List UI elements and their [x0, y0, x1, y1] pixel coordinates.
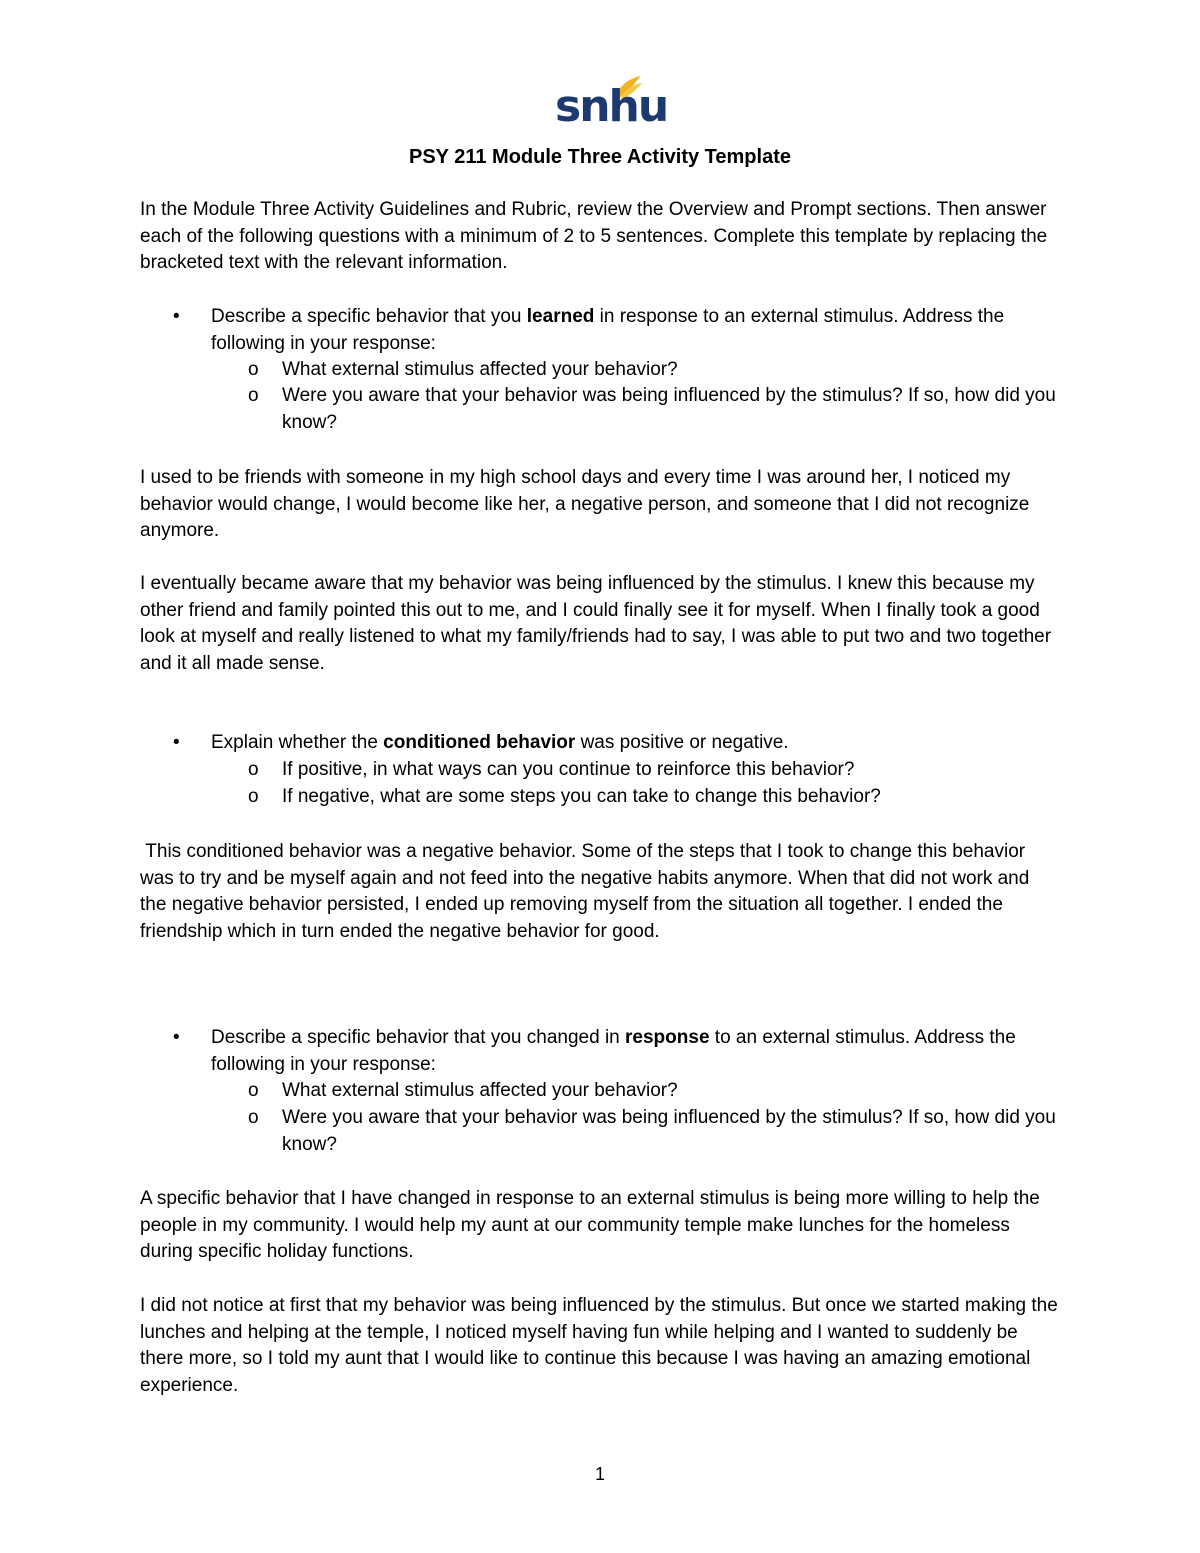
intro-paragraph: In the Module Three Activity Guidelines and Rubric, review the Overview and Prompt sections. Then answer each of the following questions with a minimum of 2 to 5 sentences. Complete this template by replacing the bracketed text with the relevant information.	[140, 199, 1048, 274]
answer-3-paragraph-1: A specific behavior that I have changed in response to an external stimulus is being more willing to help the people in my community. I would help my aunt at our community temple make lunches for the homeless during specific holiday functions.	[140, 1188, 1040, 1263]
sub-bullet-icon: o	[248, 759, 259, 780]
sub-bullet-icon: o	[248, 786, 259, 807]
sub-bullet-icon: o	[248, 1107, 259, 1128]
answer-1-paragraph-1: I used to be friends with someone in my high school days and every time I was around her, I noticed my behavior would change, I would become like her, a negative person, and someone that I did not recognize anymore.	[140, 467, 1030, 542]
answer-2-paragraph: This conditioned behavior was a negative behavior. Some of the steps that I took to change this behavior was to try and be myself again and not feed into the negative habits anymore. When that did not work and the negative behavior persisted, I ended up removing myself from the situation all together. I ended the friendship which in turn ended the negative behavior for good.	[140, 841, 1035, 942]
page-number: 1	[594, 1464, 605, 1484]
question-3-text: Describe a specific behavior that you changed in response to an external stimulus. Address the following in your response:	[211, 1027, 1016, 1075]
sub-bullet-icon: o	[248, 359, 259, 380]
document-title: PSY 211 Module Three Activity Template	[409, 146, 791, 168]
logo-wordmark: snhu	[555, 81, 668, 132]
bullet-icon: •	[173, 732, 180, 753]
answer-3-paragraph-2: I did not notice at first that my behavior was being influenced by the stimulus. But once we started making the lunches and helping at the temple, I noticed myself having fun while helping and I wanted to suddenly be there more, so I told my aunt that I would like to continue this because I was having an amazing emotional experience.	[140, 1295, 1058, 1396]
sub-bullet-icon: o	[248, 385, 259, 406]
document-page: snhu PSY 211 Module Three Activity Template In the Module Three Activity Guidelines and Rubric, review the Overview and Prompt sections. Then answer each of the following questions with a minimum of 2 to 5 sentences. Complete this template by replacing the bracketed text with the relevant information. • Describe a specific behavior that you learned in response to an external stimulus. Address the following in your response: o What external stimulus affected your behavior? o Were you aware that your behavior was being influenced by the stimulus? If so, how did you know? I used to be friends with someone in my high school days and every time I was around her, I noticed my behavior would change, I would become like her, a negative person, and someone that I did not recognize anymore. I eventually became aware that my behavior was being influenced by the stimulus. I knew this because my other friend and family pointed this out to me, and I could finally see it for myself. When I finally took a good look at myself and really listened to what my family/friends had to say, I was able to put two and two together and it all made sense. • Explain whether the conditioned behavior was positive or negative. o If positive, in what ways can you continue to reinforce this behavior? o If negative, what are some steps you can take to change this behavior? This conditioned behavior was a negative behavior. Some of the steps that I took to change this behavior was to try and be myself again and not feed into the negative habits anymore. When that did not work and the negative behavior persisted, I ended up removing myself from the situation all together. I ended the friendship which in turn ended the negative behavior for good. • Describe a specific behavior that you changed in response to an external stimulus. Address the following in your response: o What external stimulus affected your behavior? o Were you aware that your behavior was being influenced by the stimulus? If so, how did you know? A specific behavior that I have changed in response to an external stimulus is being more willing to help the people in my community. I would help my aunt at our community temple make lunches for the homeless during specific holiday functions. I did not notice at first that my behavior was being influenced by the stimulus. But once we started making the lunches and helping at the temple, I noticed myself having fun while helping and I wanted to suddenly be there more, so I told my aunt that I would like to continue this because I was having an amazing emotional experience. 1	[0, 0, 1200, 1553]
answer-1-paragraph-2: I eventually became aware that my behavior was being influenced by the stimulus. I knew this because my other friend and family pointed this out to me, and I could finally see it for myself. When I finally took a good look at myself and really listened to what my family/friends had to say, I was able to put two and two together and it all made sense.	[140, 573, 1052, 674]
sub-bullet-icon: o	[248, 1080, 259, 1101]
bullet-icon: •	[173, 306, 180, 327]
bullet-icon: •	[173, 1027, 180, 1048]
question-1-text: Describe a specific behavior that you learned in response to an external stimulus. Address the following in your response:	[211, 306, 1005, 354]
question-2-text: Explain whether the conditioned behavior was positive or negative.	[211, 732, 789, 753]
snhu-logo	[555, 72, 668, 134]
